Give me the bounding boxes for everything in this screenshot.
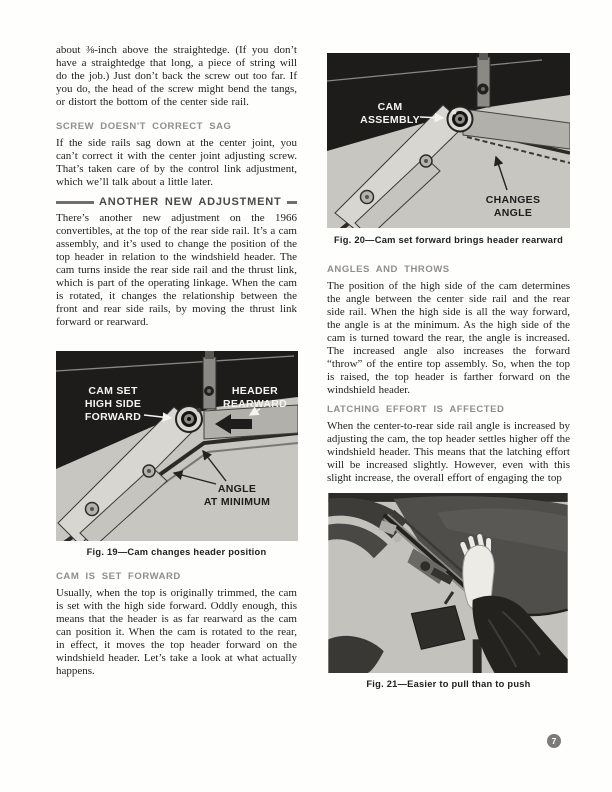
right-column <box>327 53 570 690</box>
paragraph-angles: The position of the high side of the cam determines the angle between the center side rail and the rear side rail. When the high side is all the way forward, the angle is at the minimum. As the high side of the cam is turned toward the rear, the angle is increased. The increased angle also increases the forward “throw” of the entire top assembly. So, when the top is raised, the top header is farther forward on the windshield header. <box>327 280 570 396</box>
fig19-artwork <box>56 351 298 541</box>
section-header-another-new-adjustment <box>56 196 297 208</box>
fig19-label-cam-line3: FORWARD <box>84 411 142 423</box>
figure-21-caption: Fig. 21—Easier to pull than to push <box>366 679 531 689</box>
heading-angles-and-throws: ANGLES AND THROWS <box>327 264 450 275</box>
figure-21 <box>327 493 570 690</box>
figure-19 <box>56 351 297 558</box>
figure-20 <box>327 53 570 246</box>
fig21-artwork <box>328 493 567 673</box>
paragraph-latching: When the center-to-rear side rail angle is increased by adjusting the cam, the top header settles higher off the windshield header. This means that the latching effort will be increased slightly. However, even with this slight increase, the overall effort of engaging the top <box>327 420 571 484</box>
figure-19-photo <box>56 351 298 541</box>
fig19-label-header-line1: HEADER <box>231 385 279 397</box>
section-rule-left <box>56 201 94 204</box>
left-column <box>56 44 297 678</box>
paragraph-cam-forward: Usually, when the top is originally trimmed, the cam is set with the high side forward. Oddly enough, this means that the header is as far rearward as the cam can position it. When the cam is rotated to the rear, in effect, it moves the top header forward on the windshield header. Let’s take a look at what actually happens. <box>56 587 297 677</box>
figure-20-caption: Fig. 20—Cam set forward brings header rearward <box>333 235 563 245</box>
fig20-label-angle-line2: ANGLE <box>493 207 533 219</box>
paragraph-sag: If the side rails sag down at the center joint, you can’t correct it with the center joint adjusting screw. That’s taken care of by the control link adjustment, which we’ll talk about a little later. <box>56 137 297 188</box>
figure-21-photo <box>327 493 569 673</box>
figure-20-photo <box>327 53 570 228</box>
fig20-label-cam-line2: ASSEMBLY <box>360 114 420 126</box>
paragraph-intro: about ⅜-inch above the straightedge. (If you don’t have a straightedge that long, a piece of string will do the job.) Just don’t back the screw out too far. If you do, the head of the screw might bend the tangs, or distort the bottom of the center side rail. <box>56 44 297 108</box>
fig20-label-angle-line1: CHANGES <box>485 194 541 206</box>
section-header-label: ANOTHER NEW ADJUSTMENT <box>99 196 282 208</box>
fig19-label-angle-line2: AT MINIMUM <box>203 496 271 508</box>
fig19-label-cam-line1: CAM SET <box>88 385 138 397</box>
fig19-label-angle-line1: ANGLE <box>217 483 257 495</box>
fig20-label-cam-line1: CAM <box>377 101 403 113</box>
fig19-label-header-line2: REARWARD <box>222 398 288 410</box>
fig19-label-cam-line2: HIGH SIDE <box>84 398 142 410</box>
section-rule-right <box>287 201 297 204</box>
heading-latching-effort: LATCHING EFFORT IS AFFECTED <box>327 404 505 415</box>
paragraph-new-adjustment: There’s another new adjustment on the 1966 convertibles, at the top of the rear side rail. It’s a cam assembly, and it’s used to change the position of the top header in relation to the windshield header. The cam turns inside the rear side rail and the thrust link, which is part of the operating linkage. When the cam is rotated, it changes the relationship between the front and rear side rails, by moving the thrust link forward or rearward. <box>56 212 297 328</box>
heading-screw-doesnt-correct-sag: SCREW DOESN'T CORRECT SAG <box>56 121 232 132</box>
heading-cam-is-set-forward: CAM IS SET FORWARD <box>56 571 181 582</box>
figure-19-caption: Fig. 19—Cam changes header position <box>86 547 267 557</box>
page-number-badge: 7 <box>547 734 561 748</box>
